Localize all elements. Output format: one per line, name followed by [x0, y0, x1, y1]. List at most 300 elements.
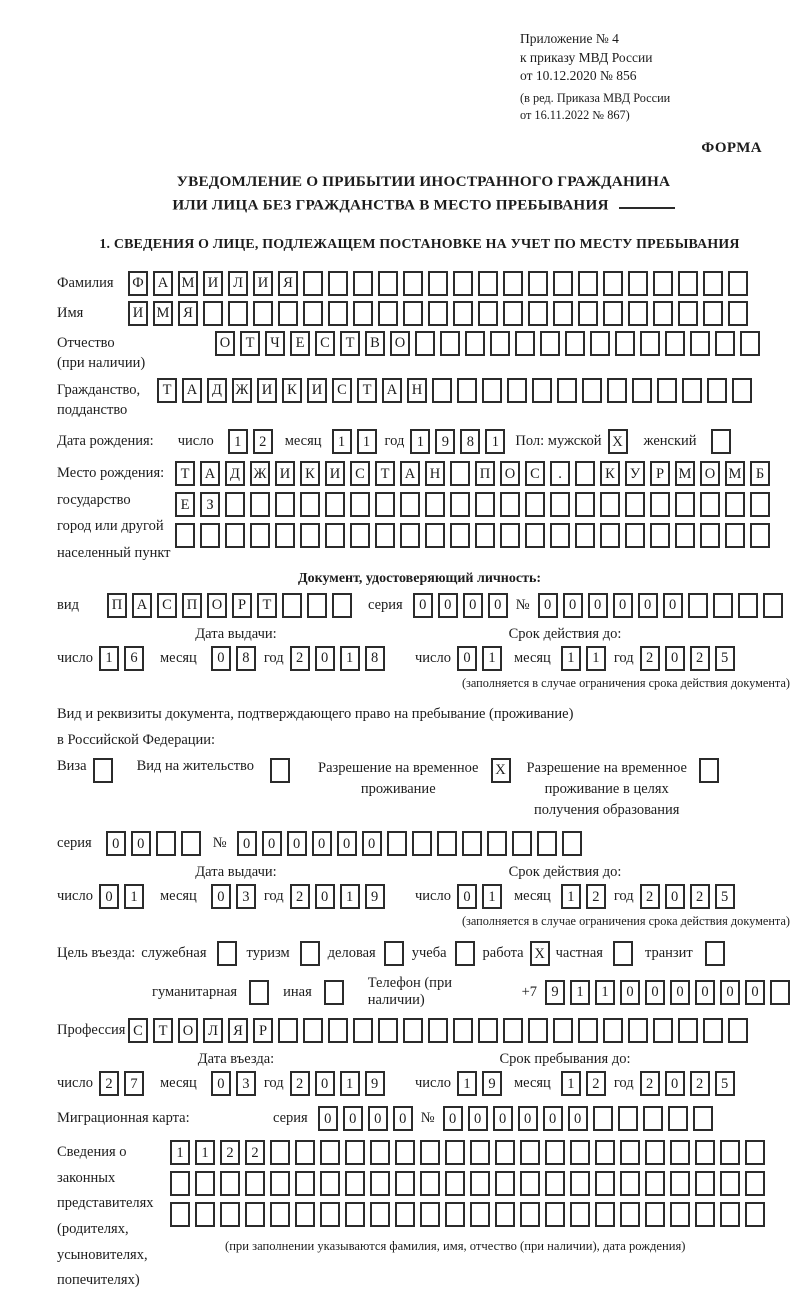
surname-cell[interactable]: И [203, 271, 223, 296]
profession-cell[interactable] [378, 1018, 398, 1043]
birth-place-cell[interactable] [525, 492, 545, 517]
citizenship-cell[interactable] [532, 378, 552, 403]
surname-cell[interactable] [403, 271, 423, 296]
legal-rep-cell[interactable] [645, 1202, 665, 1227]
phone-cell[interactable]: 0 [620, 980, 640, 1005]
stay-year-cell[interactable]: 5 [715, 1071, 735, 1096]
patronymic-cell[interactable]: О [215, 331, 235, 356]
surname-cell[interactable] [453, 271, 473, 296]
birth-month-cell[interactable]: 1 [357, 429, 377, 454]
birth-place-cell[interactable]: . [550, 461, 570, 486]
legal-rep-cell[interactable] [745, 1202, 765, 1227]
birth-place-cell[interactable] [325, 523, 345, 548]
legal-rep-cell[interactable]: 2 [245, 1140, 265, 1165]
legal-rep-cell[interactable] [595, 1140, 615, 1165]
legal-rep-cell[interactable] [445, 1171, 465, 1196]
surname-cell[interactable]: А [153, 271, 173, 296]
migration-number-cell[interactable] [668, 1106, 688, 1131]
birth-place-cell[interactable] [550, 492, 570, 517]
birth-place-cell[interactable] [225, 523, 245, 548]
patronymic-cell[interactable] [640, 331, 660, 356]
birth-place-cell[interactable] [675, 492, 695, 517]
patronymic-cell[interactable] [690, 331, 710, 356]
legal-rep-cell[interactable] [570, 1140, 590, 1165]
entry-month-cell[interactable]: 3 [236, 1071, 256, 1096]
birth-place-cell[interactable] [625, 523, 645, 548]
migration-number-cell[interactable]: 0 [568, 1106, 588, 1131]
patronymic-cell[interactable] [415, 331, 435, 356]
permit-number-cell[interactable]: 0 [312, 831, 332, 856]
migration-series-cell[interactable]: 0 [368, 1106, 388, 1131]
citizenship-cell[interactable] [607, 378, 627, 403]
legal-rep-cell[interactable] [595, 1171, 615, 1196]
birth-year-cell[interactable]: 1 [410, 429, 430, 454]
legal-rep-cell[interactable] [670, 1202, 690, 1227]
issue-day-cell[interactable]: 1 [99, 646, 119, 671]
surname-cell[interactable] [703, 271, 723, 296]
permit-series-cell[interactable]: 0 [131, 831, 151, 856]
surname-cell[interactable]: Ф [128, 271, 148, 296]
stay-year-cell[interactable]: 0 [665, 1071, 685, 1096]
birth-place-cell[interactable]: Д [225, 461, 245, 486]
legal-rep-cell[interactable] [570, 1171, 590, 1196]
valid-day-cell[interactable]: 1 [482, 646, 502, 671]
profession-cell[interactable] [403, 1018, 423, 1043]
valid-month-cell[interactable]: 1 [561, 884, 581, 909]
birth-place-cell[interactable] [750, 523, 770, 548]
profession-cell[interactable] [653, 1018, 673, 1043]
legal-rep-cell[interactable] [245, 1202, 265, 1227]
legal-rep-cell[interactable] [545, 1140, 565, 1165]
legal-rep-cell[interactable] [420, 1171, 440, 1196]
purpose-work-checkbox[interactable]: X [530, 941, 550, 966]
phone-cell[interactable]: 0 [670, 980, 690, 1005]
legal-rep-cell[interactable] [370, 1140, 390, 1165]
sex-female-checkbox[interactable] [711, 429, 731, 454]
birth-place-cell[interactable] [225, 492, 245, 517]
legal-rep-cell[interactable] [720, 1140, 740, 1165]
doc-type-cell[interactable]: П [107, 593, 127, 618]
valid-year-cell[interactable]: 5 [715, 646, 735, 671]
legal-rep-cell[interactable] [295, 1140, 315, 1165]
birth-place-cell[interactable] [600, 523, 620, 548]
doc-number-cell[interactable]: 0 [638, 593, 658, 618]
birth-place-cell[interactable] [450, 492, 470, 517]
migration-series-cell[interactable]: 0 [393, 1106, 413, 1131]
citizenship-cell[interactable] [557, 378, 577, 403]
profession-cell[interactable] [453, 1018, 473, 1043]
legal-rep-cell[interactable] [195, 1202, 215, 1227]
patronymic-cell[interactable] [590, 331, 610, 356]
stay-day-cell[interactable]: 1 [457, 1071, 477, 1096]
birth-place-cell[interactable]: А [400, 461, 420, 486]
birth-place-cell[interactable]: С [350, 461, 370, 486]
doc-type-cell[interactable]: А [132, 593, 152, 618]
legal-rep-cell[interactable] [520, 1140, 540, 1165]
citizenship-cell[interactable] [657, 378, 677, 403]
doc-series-cell[interactable]: 0 [463, 593, 483, 618]
name-cell[interactable] [303, 301, 323, 326]
profession-cell[interactable]: О [178, 1018, 198, 1043]
phone-cell[interactable]: 9 [545, 980, 565, 1005]
profession-cell[interactable]: Р [253, 1018, 273, 1043]
valid-year-cell[interactable]: 0 [665, 884, 685, 909]
permit-number-cell[interactable] [437, 831, 457, 856]
legal-rep-cell[interactable] [270, 1202, 290, 1227]
name-cell[interactable] [578, 301, 598, 326]
legal-rep-cell[interactable]: 1 [170, 1140, 190, 1165]
name-cell[interactable] [253, 301, 273, 326]
patronymic-cell[interactable] [540, 331, 560, 356]
doc-type-cell[interactable]: Т [257, 593, 277, 618]
entry-year-cell[interactable]: 2 [290, 1071, 310, 1096]
name-cell[interactable] [228, 301, 248, 326]
legal-rep-cell[interactable] [470, 1140, 490, 1165]
birth-place-cell[interactable]: С [525, 461, 545, 486]
entry-year-cell[interactable]: 1 [340, 1071, 360, 1096]
patronymic-cell[interactable] [715, 331, 735, 356]
surname-cell[interactable] [603, 271, 623, 296]
surname-cell[interactable] [428, 271, 448, 296]
issue-year-cell[interactable]: 8 [365, 646, 385, 671]
migration-number-cell[interactable] [693, 1106, 713, 1131]
patronymic-cell[interactable] [615, 331, 635, 356]
permit-number-cell[interactable]: 0 [262, 831, 282, 856]
legal-rep-cell[interactable] [670, 1140, 690, 1165]
phone-cell[interactable] [770, 980, 790, 1005]
name-cell[interactable] [353, 301, 373, 326]
birth-place-cell[interactable] [300, 492, 320, 517]
migration-number-cell[interactable] [593, 1106, 613, 1131]
surname-cell[interactable]: И [253, 271, 273, 296]
permit-series-cell[interactable] [181, 831, 201, 856]
doc-number-cell[interactable]: 0 [663, 593, 683, 618]
birth-place-cell[interactable]: О [700, 461, 720, 486]
patronymic-cell[interactable]: Е [290, 331, 310, 356]
stay-day-cell[interactable]: 9 [482, 1071, 502, 1096]
citizenship-cell[interactable] [632, 378, 652, 403]
legal-rep-cell[interactable] [495, 1140, 515, 1165]
birth-place-cell[interactable] [250, 492, 270, 517]
birth-place-cell[interactable] [450, 461, 470, 486]
name-cell[interactable] [378, 301, 398, 326]
valid-day-cell[interactable]: 0 [457, 884, 477, 909]
name-cell[interactable] [203, 301, 223, 326]
birth-place-cell[interactable]: К [600, 461, 620, 486]
legal-rep-cell[interactable] [345, 1140, 365, 1165]
visa-checkbox[interactable] [93, 758, 113, 783]
surname-cell[interactable] [553, 271, 573, 296]
migration-number-cell[interactable]: 0 [468, 1106, 488, 1131]
patronymic-cell[interactable] [490, 331, 510, 356]
birth-place-cell[interactable] [475, 492, 495, 517]
birth-year-cell[interactable]: 1 [485, 429, 505, 454]
citizenship-cell[interactable]: И [307, 378, 327, 403]
birth-place-cell[interactable]: Б [750, 461, 770, 486]
purpose-business-checkbox[interactable] [384, 941, 404, 966]
birth-place-cell[interactable] [575, 461, 595, 486]
profession-cell[interactable] [728, 1018, 748, 1043]
issue-day-cell[interactable]: 0 [99, 884, 119, 909]
profession-cell[interactable] [278, 1018, 298, 1043]
legal-rep-cell[interactable] [345, 1202, 365, 1227]
migration-number-cell[interactable] [618, 1106, 638, 1131]
permit-number-cell[interactable] [487, 831, 507, 856]
doc-number-cell[interactable]: 0 [613, 593, 633, 618]
citizenship-cell[interactable] [482, 378, 502, 403]
birth-place-cell[interactable]: Ж [250, 461, 270, 486]
name-cell[interactable]: И [128, 301, 148, 326]
citizenship-cell[interactable] [507, 378, 527, 403]
legal-rep-cell[interactable] [295, 1202, 315, 1227]
legal-rep-cell[interactable] [570, 1202, 590, 1227]
surname-cell[interactable] [478, 271, 498, 296]
issue-day-cell[interactable]: 1 [124, 884, 144, 909]
permit-number-cell[interactable] [462, 831, 482, 856]
valid-year-cell[interactable]: 2 [640, 646, 660, 671]
citizenship-cell[interactable] [682, 378, 702, 403]
profession-cell[interactable] [303, 1018, 323, 1043]
legal-rep-cell[interactable] [620, 1171, 640, 1196]
residence-permit-checkbox[interactable] [270, 758, 290, 783]
migration-number-cell[interactable]: 0 [493, 1106, 513, 1131]
legal-rep-cell[interactable] [320, 1171, 340, 1196]
birth-place-cell[interactable] [625, 492, 645, 517]
birth-place-cell[interactable] [700, 492, 720, 517]
birth-place-cell[interactable] [400, 523, 420, 548]
phone-cell[interactable]: 0 [645, 980, 665, 1005]
surname-cell[interactable] [728, 271, 748, 296]
valid-year-cell[interactable]: 0 [665, 646, 685, 671]
birth-year-cell[interactable]: 9 [435, 429, 455, 454]
doc-number-cell[interactable] [688, 593, 708, 618]
legal-rep-cell[interactable] [170, 1171, 190, 1196]
valid-month-cell[interactable]: 1 [561, 646, 581, 671]
name-cell[interactable] [678, 301, 698, 326]
legal-rep-cell[interactable] [270, 1171, 290, 1196]
name-cell[interactable] [403, 301, 423, 326]
phone-cell[interactable]: 1 [595, 980, 615, 1005]
entry-year-cell[interactable]: 0 [315, 1071, 335, 1096]
birth-place-cell[interactable]: Т [175, 461, 195, 486]
issue-month-cell[interactable]: 3 [236, 884, 256, 909]
phone-cell[interactable]: 0 [720, 980, 740, 1005]
legal-rep-cell[interactable] [345, 1171, 365, 1196]
birth-place-cell[interactable] [675, 523, 695, 548]
entry-day-cell[interactable]: 2 [99, 1071, 119, 1096]
citizenship-cell[interactable]: И [257, 378, 277, 403]
birth-place-cell[interactable] [500, 523, 520, 548]
citizenship-cell[interactable]: Ж [232, 378, 252, 403]
doc-number-cell[interactable]: 0 [563, 593, 583, 618]
doc-number-cell[interactable] [713, 593, 733, 618]
patronymic-cell[interactable] [440, 331, 460, 356]
patronymic-cell[interactable]: О [390, 331, 410, 356]
legal-rep-cell[interactable] [370, 1202, 390, 1227]
birth-place-cell[interactable]: У [625, 461, 645, 486]
birth-day-cell[interactable]: 1 [228, 429, 248, 454]
surname-cell[interactable] [328, 271, 348, 296]
birth-place-cell[interactable] [250, 523, 270, 548]
surname-cell[interactable]: М [178, 271, 198, 296]
birth-place-cell[interactable] [300, 523, 320, 548]
valid-year-cell[interactable]: 5 [715, 884, 735, 909]
birth-place-cell[interactable] [375, 492, 395, 517]
phone-cell[interactable]: 1 [570, 980, 590, 1005]
legal-rep-cell[interactable]: 2 [220, 1140, 240, 1165]
birth-place-cell[interactable] [475, 523, 495, 548]
migration-number-cell[interactable]: 0 [543, 1106, 563, 1131]
doc-type-cell[interactable] [332, 593, 352, 618]
permit-number-cell[interactable] [537, 831, 557, 856]
migration-series-cell[interactable]: 0 [318, 1106, 338, 1131]
doc-type-cell[interactable]: Р [232, 593, 252, 618]
profession-cell[interactable]: Я [228, 1018, 248, 1043]
entry-month-cell[interactable]: 0 [211, 1071, 231, 1096]
legal-rep-cell[interactable] [395, 1202, 415, 1227]
valid-year-cell[interactable]: 2 [690, 884, 710, 909]
patronymic-cell[interactable] [665, 331, 685, 356]
birth-month-cell[interactable]: 1 [332, 429, 352, 454]
profession-cell[interactable] [353, 1018, 373, 1043]
name-cell[interactable]: Я [178, 301, 198, 326]
surname-cell[interactable] [303, 271, 323, 296]
issue-year-cell[interactable]: 9 [365, 884, 385, 909]
stay-year-cell[interactable]: 2 [640, 1071, 660, 1096]
legal-rep-cell[interactable] [695, 1140, 715, 1165]
birth-place-cell[interactable] [350, 523, 370, 548]
issue-month-cell[interactable]: 0 [211, 884, 231, 909]
birth-place-cell[interactable] [275, 523, 295, 548]
profession-cell[interactable] [678, 1018, 698, 1043]
migration-series-cell[interactable]: 0 [343, 1106, 363, 1131]
citizenship-cell[interactable]: С [332, 378, 352, 403]
legal-rep-cell[interactable] [295, 1171, 315, 1196]
issue-year-cell[interactable]: 0 [315, 884, 335, 909]
stay-month-cell[interactable]: 2 [586, 1071, 606, 1096]
legal-rep-cell[interactable] [695, 1171, 715, 1196]
entry-day-cell[interactable]: 7 [124, 1071, 144, 1096]
doc-series-cell[interactable]: 0 [413, 593, 433, 618]
profession-cell[interactable]: Т [153, 1018, 173, 1043]
legal-rep-cell[interactable] [220, 1171, 240, 1196]
issue-year-cell[interactable]: 2 [290, 646, 310, 671]
name-cell[interactable] [478, 301, 498, 326]
legal-rep-cell[interactable] [370, 1171, 390, 1196]
legal-rep-cell[interactable] [395, 1171, 415, 1196]
doc-type-cell[interactable] [307, 593, 327, 618]
valid-month-cell[interactable]: 2 [586, 884, 606, 909]
birth-place-cell[interactable] [700, 523, 720, 548]
legal-rep-cell[interactable] [420, 1202, 440, 1227]
name-cell[interactable] [428, 301, 448, 326]
legal-rep-cell[interactable] [745, 1140, 765, 1165]
birth-place-cell[interactable]: З [200, 492, 220, 517]
citizenship-cell[interactable]: Т [357, 378, 377, 403]
citizenship-cell[interactable] [732, 378, 752, 403]
legal-rep-cell[interactable] [195, 1171, 215, 1196]
doc-number-cell[interactable] [738, 593, 758, 618]
legal-rep-cell[interactable] [695, 1202, 715, 1227]
birth-place-cell[interactable]: Н [425, 461, 445, 486]
legal-rep-cell[interactable] [395, 1140, 415, 1165]
legal-rep-cell[interactable] [445, 1140, 465, 1165]
legal-rep-cell[interactable] [595, 1202, 615, 1227]
name-cell[interactable]: М [153, 301, 173, 326]
purpose-study-checkbox[interactable] [455, 941, 475, 966]
doc-type-cell[interactable]: П [182, 593, 202, 618]
name-cell[interactable] [278, 301, 298, 326]
purpose-official-checkbox[interactable] [217, 941, 237, 966]
birth-place-cell[interactable] [275, 492, 295, 517]
birth-place-cell[interactable] [725, 523, 745, 548]
issue-day-cell[interactable]: 6 [124, 646, 144, 671]
legal-rep-cell[interactable] [270, 1140, 290, 1165]
legal-rep-cell[interactable] [320, 1140, 340, 1165]
birth-place-cell[interactable] [725, 492, 745, 517]
doc-number-cell[interactable]: 0 [538, 593, 558, 618]
birth-place-cell[interactable]: Т [375, 461, 395, 486]
profession-cell[interactable] [578, 1018, 598, 1043]
citizenship-cell[interactable]: А [182, 378, 202, 403]
legal-rep-cell[interactable] [670, 1171, 690, 1196]
birth-place-cell[interactable] [575, 492, 595, 517]
stay-year-cell[interactable]: 2 [690, 1071, 710, 1096]
name-cell[interactable] [553, 301, 573, 326]
permit-number-cell[interactable]: 0 [362, 831, 382, 856]
purpose-other-checkbox[interactable] [324, 980, 344, 1005]
name-cell[interactable] [728, 301, 748, 326]
issue-year-cell[interactable]: 1 [340, 646, 360, 671]
legal-rep-cell[interactable] [545, 1171, 565, 1196]
citizenship-cell[interactable]: Д [207, 378, 227, 403]
valid-day-cell[interactable]: 0 [457, 646, 477, 671]
legal-rep-cell[interactable] [445, 1202, 465, 1227]
legal-rep-cell[interactable] [620, 1202, 640, 1227]
birth-place-cell[interactable] [575, 523, 595, 548]
surname-cell[interactable] [378, 271, 398, 296]
permit-number-cell[interactable] [562, 831, 582, 856]
surname-cell[interactable] [353, 271, 373, 296]
birth-place-cell[interactable] [200, 523, 220, 548]
birth-place-cell[interactable]: О [500, 461, 520, 486]
birth-place-cell[interactable]: М [675, 461, 695, 486]
birth-place-cell[interactable]: И [275, 461, 295, 486]
legal-rep-cell[interactable] [620, 1140, 640, 1165]
patronymic-cell[interactable] [565, 331, 585, 356]
patronymic-cell[interactable]: В [365, 331, 385, 356]
doc-type-cell[interactable]: О [207, 593, 227, 618]
permit-series-cell[interactable] [156, 831, 176, 856]
legal-rep-cell[interactable] [495, 1171, 515, 1196]
legal-rep-cell[interactable] [520, 1202, 540, 1227]
birth-place-cell[interactable]: Р [650, 461, 670, 486]
profession-cell[interactable] [603, 1018, 623, 1043]
surname-cell[interactable] [678, 271, 698, 296]
phone-cell[interactable]: 0 [695, 980, 715, 1005]
legal-rep-cell[interactable] [645, 1171, 665, 1196]
permit-number-cell[interactable]: 0 [337, 831, 357, 856]
profession-cell[interactable] [528, 1018, 548, 1043]
name-cell[interactable] [528, 301, 548, 326]
purpose-private-checkbox[interactable] [613, 941, 633, 966]
name-cell[interactable] [328, 301, 348, 326]
purpose-humanitarian-checkbox[interactable] [249, 980, 269, 1005]
surname-cell[interactable]: Л [228, 271, 248, 296]
citizenship-cell[interactable] [582, 378, 602, 403]
surname-cell[interactable]: Я [278, 271, 298, 296]
phone-cell[interactable]: 0 [745, 980, 765, 1005]
